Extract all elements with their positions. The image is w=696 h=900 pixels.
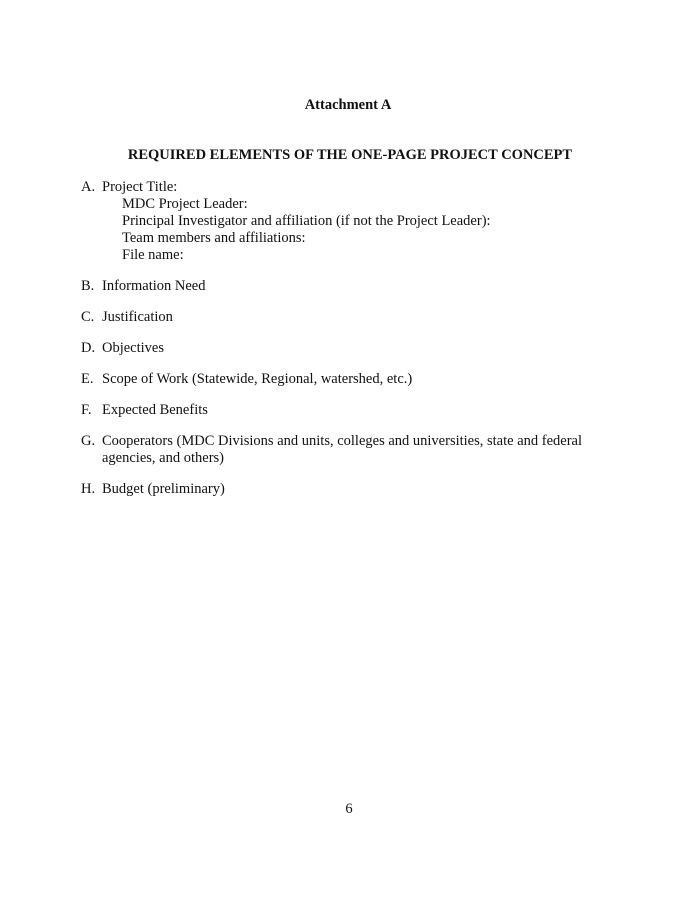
list-item-justification	[81, 309, 621, 326]
subitem-principal-investigator: Principal Investigator and affiliation (if not the Project Leader):	[122, 213, 491, 229]
attachment-heading: Attachment A	[304, 97, 392, 113]
item-label: Objectives	[102, 340, 165, 356]
item-letter: E.	[81, 371, 94, 387]
subitem-team-members: Team members and affiliations:	[122, 230, 306, 246]
item-letter: C.	[81, 309, 95, 325]
list-item-cooperators	[81, 433, 621, 467]
list-item-project-title	[81, 179, 621, 264]
list-item-objectives	[81, 340, 621, 357]
subitem-file-name: File name:	[122, 247, 184, 263]
list-item-scope-of-work	[81, 371, 621, 388]
item-label: Justification	[102, 309, 173, 325]
item-letter: A.	[81, 179, 96, 195]
item-letter: G.	[81, 433, 96, 449]
document-title: REQUIRED ELEMENTS OF THE ONE-PAGE PROJECT CONCEPT	[127, 147, 573, 163]
list-item-information-need	[81, 278, 621, 295]
item-label: Project Title:	[102, 179, 178, 195]
page-number: 6	[345, 801, 353, 817]
item-letter: B.	[81, 278, 95, 294]
item-label: Expected Benefits	[102, 402, 208, 418]
item-letter: H.	[81, 481, 96, 497]
list-item-expected-benefits	[81, 402, 621, 419]
item-label: Scope of Work (Statewide, Regional, watershed, etc.)	[102, 371, 413, 387]
required-elements-list	[81, 179, 621, 498]
list-item-budget	[81, 481, 621, 498]
subitem-mdc-project-leader: MDC Project Leader:	[122, 196, 248, 212]
item-label: Cooperators (MDC Divisions and units, colleges and universities, state and federal agencies, and others)	[102, 433, 583, 466]
item-label: Information Need	[102, 278, 206, 294]
item-letter: D.	[81, 340, 96, 356]
item-label: Budget (preliminary)	[102, 481, 225, 497]
item-letter: F.	[81, 402, 92, 418]
